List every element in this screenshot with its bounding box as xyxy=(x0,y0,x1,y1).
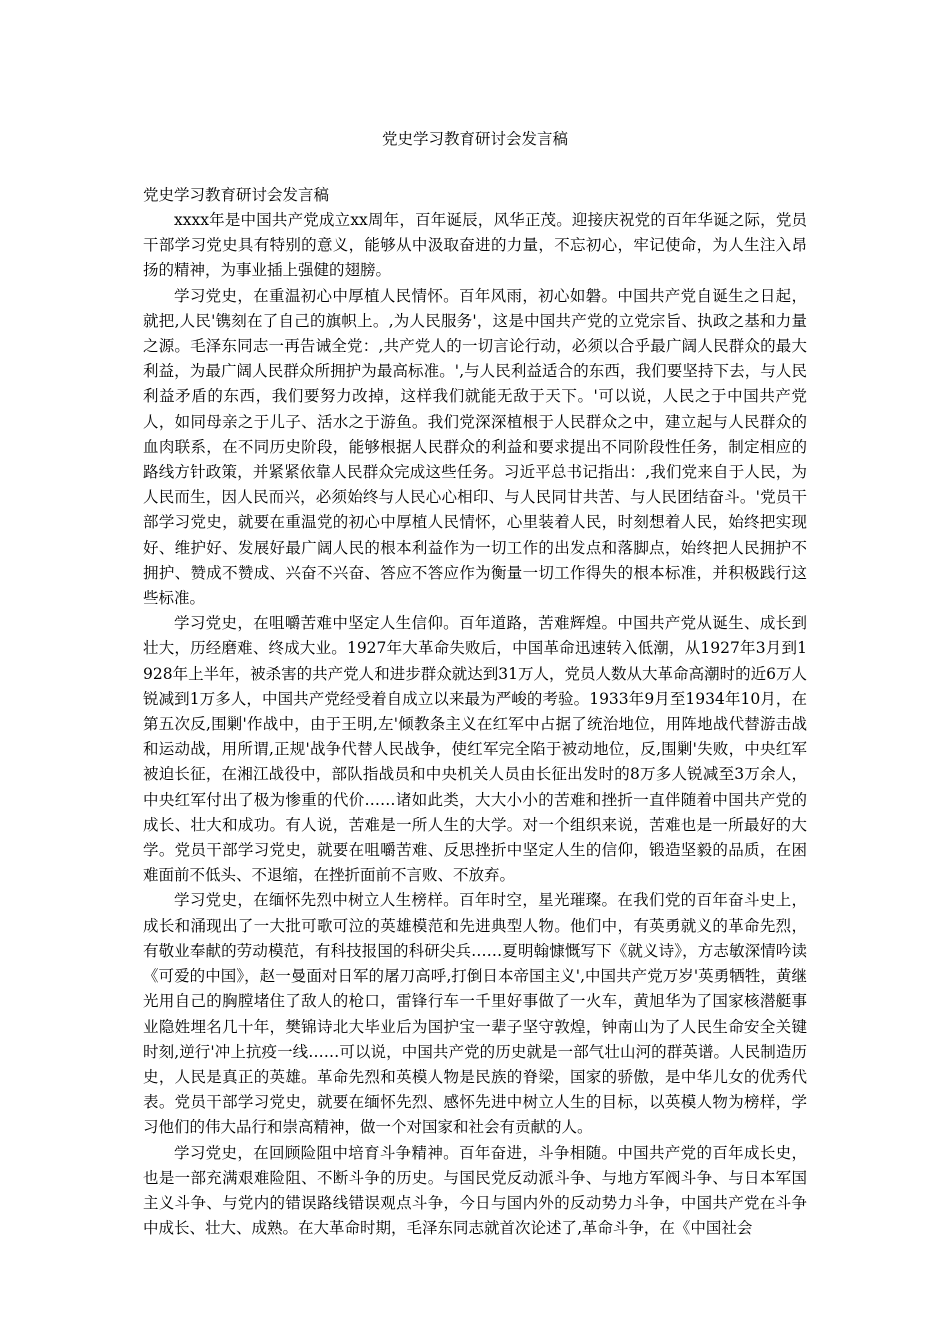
document-page xyxy=(143,128,807,1241)
paragraph-heroes: 学习党史，在缅怀先烈中树立人生榜样。百年时空，星光璀璨。在我们党的百年奋斗史上，成长和涌现出了一大批可歌可泣的英雄模范和先进典型人物。他们中，有英勇就义的革命先烈，有敬业奉献的劳动模范，有科技报国的科研尖兵……夏明翰慷慨写下《就义诗》，方志敏深情吟读《可爱的中国》，赵一曼面对日军的屠刀高呼‚打倒日本帝国主义'‚中国共产党万岁'英勇牺牲，黄继光用自己的胸膛堵住了敌人的枪口，雷锋行车一千里好事做了一火车，黄旭华为了国家核潜艇事业隐姓埋名几十年，樊锦诗北大毕业后为国护宝一辈子坚守敦煌，钟南山为了人民生命安全关键时刻‚逆行'冲上抗疫一线……可以说，中国共产党的历史就是一部气壮山河的群英谱。人民制造历史，人民是真正的英雄。革命先烈和英模人物是民族的脊梁，国家的骄傲，是中华儿女的优秀代表。党员干部学习党史，就要在缅怀先烈、感怀先进中树立人生的目标，以英模人物为榜样，学习他们的伟大品行和崇高精神，做一个对国家和社会有贡献的人。 xyxy=(143,891,807,1137)
document-subtitle: 党史学习教育研讨会发言稿 xyxy=(143,186,330,204)
paragraph-struggle: 学习党史，在回顾险阻中培育斗争精神。百年奋进，斗争相随。中国共产党的百年成长史，也是一部充满艰难险阻、不断斗争的历史。与国民党反动派斗争、与地方军阀斗争、与日本军国主义斗争、与党内的错误路线错误观点斗争，今日与国内外的反动势力斗争，中国共产党在斗争中成长、壮大、成熟。在大革命时期，毛泽东同志就首次论述了‚革命斗争，在《中国社会 xyxy=(143,1143,807,1238)
paragraph-people: 学习党史，在重温初心中厚植人民情怀。百年风雨，初心如磐。中国共产党自诞生之日起，就把‚人民'镌刻在了自己的旗帜上。‚为人民服务'，这是中国共产党的立党宗旨、执政之基和力量之源。毛泽东同志一再告诫全党：‚共产党人的一切言论行动，必须以合乎最广阔人民群众的最大利益，为最广阔人民群众所拥护为最高标准。'‚与人民利益适合的东西，我们要坚持下去，与人民利益矛盾的东西，我们要努力改掉，这样我们就能无敌于天下。'可以说，人民之于中国共产党人，如同母亲之于儿子、活水之于游鱼。我们党深深植根于人民群众之中，建立起与人民群众的血肉联系，在不同历史阶段，能够根据人民群众的利益和要求提出不同阶段性任务，制定相应的路线方针政策，并紧紧依靠人民群众完成这些任务。习近平总书记指出：‚我们党来自于人民，为人民而生，因人民而兴，必须始终与人民心心相印、与人民同甘共苦、与人民团结奋斗。'党员干部学习党史，就要在重温党的初心中厚植人民情怀，心里装着人民，时刻想着人民，始终把实现好、维护好、发展好最广阔人民的根本利益作为一切工作的出发点和落脚点，始终把人民拥护不拥护、赞成不赞成、兴奋不兴奋、答应不答应作为衡量一切工作得失的根本标准，并积极践行这些标准。 xyxy=(143,286,807,608)
paragraph-intro: xxxx年是中国共产党成立xx周年，百年诞辰，风华正茂。迎接庆祝党的百年华诞之际，党员干部学习党史具有特别的意义，能够从中汲取奋进的力量，不忘初心，牢记使命，为人生注入昂扬的精神，为事业插上强健的翅膀。 xyxy=(143,211,807,280)
paragraph-hardship: 学习党史，在咀嚼苦难中坚定人生信仰。百年道路，苦难辉煌。中国共产党从诞生、成长到壮大，历经磨难、终成大业。1927年大革命失败后，中国革命迅速转入低潮，从1927年3月到1928年上半年，被杀害的共产党人和进步群众就达到31万人，党员人数从大革命高潮时的近6万人锐减到1万多人，中国共产党经受着自成立以来最为严峻的考验。1933年9月至1934年10月，在第五次反‚围剿'作战中，由于王明‚左'倾教条主义在红军中占据了统治地位，用阵地战代替游击战和运动战，用所谓‚正规'战争代替人民战争，使红军完全陷于被动地位，反‚围剿'失败，中央红军被迫长征，在湘江战役中，部队指战员和中央机关人员由长征出发时的8万多人锐减至3万余人，中央红军付出了极为惨重的代价……诸如此类，大大小小的苦难和挫折一直伴随着中国共产党的成长、壮大和成功。有人说，苦难是一所人生的大学。对一个组织来说，苦难也是一所最好的大学。党员干部学习党史，就要在咀嚼苦难、反思挫折中坚定人生的信仰，锻造坚毅的品质，在困难面前不低头、不退缩，在挫折面前不言败、不放弃。 xyxy=(143,614,807,885)
document-title: 党史学习教育研讨会发言稿 xyxy=(381,130,568,148)
